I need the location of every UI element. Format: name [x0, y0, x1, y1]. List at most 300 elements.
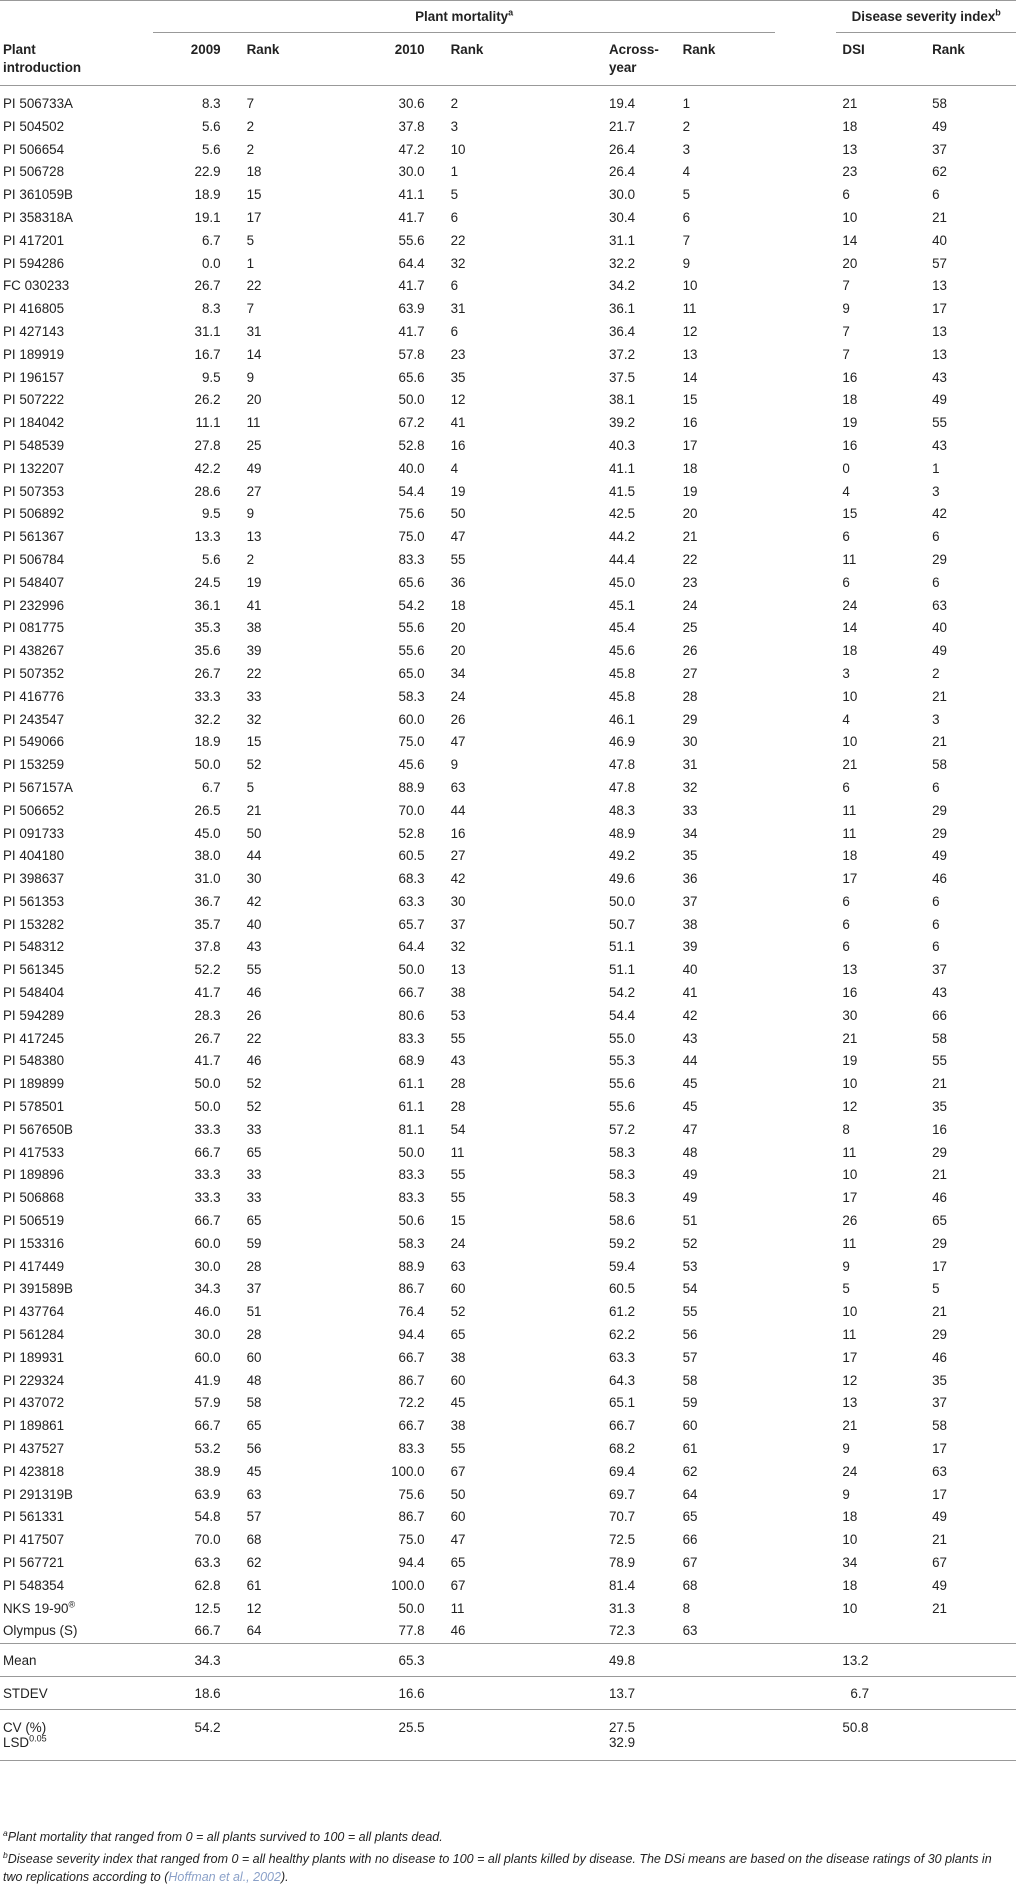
rank-2010-cell: 63	[450, 1258, 466, 1274]
mortality-2009-cell: 70.0	[194, 1532, 221, 1548]
col-header-across-year: Across- year	[561, 33, 643, 86]
across-year-cell: 55.3	[608, 1053, 636, 1069]
mortality-2010-cell: 63.9	[398, 301, 425, 317]
mortality-2010-cell: 50.0	[398, 962, 425, 978]
lsd-across: 32.9	[608, 1735, 636, 1751]
mortality-2010-cell: 70.0	[398, 802, 425, 818]
across-year-cell: 63.3	[608, 1349, 636, 1365]
mortality-2009-cell: 38.9	[194, 1463, 221, 1479]
rank-across-cell: 3	[682, 141, 691, 157]
dsi-cell: 18	[842, 643, 858, 659]
mortality-2009-cell: 33.3	[194, 688, 221, 704]
mortality-2009-cell: 33.3	[194, 1121, 221, 1137]
across-year-cell: 45.8	[608, 665, 636, 681]
mortality-2009-cell: 5.6	[201, 141, 221, 157]
plant-id-cell: PI 189861	[3, 1418, 65, 1434]
dsi-cell: 26	[842, 1213, 858, 1229]
plant-id-cell: PI 153259	[3, 757, 65, 773]
rank-across-cell: 53	[682, 1258, 698, 1274]
mortality-2009-cell: 8.3	[201, 301, 221, 317]
rank-2009-cell: 51	[246, 1304, 262, 1320]
rank-dsi-cell: 29	[932, 1144, 947, 1160]
rank-2010-cell: 35	[450, 369, 466, 385]
rank-across-cell: 43	[682, 1030, 698, 1046]
plant-id-cell: PI 189899	[3, 1076, 65, 1092]
table-row	[0, 1301, 1016, 1324]
rank-2009-cell: 28	[246, 1258, 262, 1274]
table-row	[0, 275, 1016, 298]
rank-dsi-cell: 43	[932, 437, 947, 453]
across-year-cell: 45.4	[608, 620, 636, 636]
rank-dsi-cell: 49	[932, 118, 947, 134]
plant-id-cell: PI 549066	[3, 734, 65, 750]
rank-2009-cell: 11	[246, 415, 261, 431]
cv-2009: 54.2	[153, 1710, 235, 1761]
mortality-2010-cell: 75.6	[398, 1486, 425, 1502]
across-year-cell: 31.3	[608, 1600, 636, 1616]
rank-2010-cell: 32	[450, 255, 466, 271]
rank-across-cell: 60	[682, 1418, 698, 1434]
mortality-2010-cell: 60.5	[398, 848, 425, 864]
mortality-2010-cell: 41.1	[398, 187, 425, 203]
plant-id-cell: FC 030233	[3, 278, 70, 294]
table-row	[0, 1256, 1016, 1279]
table-row	[0, 1164, 1016, 1187]
rank-across-cell: 38	[682, 916, 698, 932]
rank-across-cell: 14	[682, 369, 698, 385]
dsi-cell: 21	[842, 1418, 858, 1434]
col-header-2010: 2010	[357, 33, 439, 86]
rank-dsi-cell: 17	[932, 1441, 947, 1457]
plant-id-cell: PI 153282	[3, 916, 65, 932]
mortality-2009-cell: 12.5	[194, 1600, 221, 1616]
across-year-cell: 51.1	[608, 939, 636, 955]
rank-2009-cell: 52	[246, 1099, 262, 1115]
plant-id-cell: PI 189919	[3, 346, 65, 362]
rank-across-cell: 1	[682, 96, 691, 111]
cv-lsd-labels	[0, 1710, 153, 1761]
rank-across-cell: 57	[682, 1349, 698, 1365]
mortality-2010-cell: 52.8	[398, 437, 425, 453]
across-year-cell: 55.0	[608, 1030, 636, 1046]
dsi-cell: 19	[842, 1053, 858, 1069]
rank-across-cell: 45	[682, 1076, 698, 1092]
across-year-cell: 19.4	[608, 96, 636, 111]
rank-2010-cell: 38	[450, 1418, 466, 1434]
rank-2010-cell: 50	[450, 1486, 466, 1502]
plant-id-cell: PI 243547	[3, 711, 65, 727]
rank-dsi-cell: 6	[932, 529, 940, 545]
dsi-cell: 12	[842, 1372, 858, 1388]
rank-across-cell: 29	[682, 711, 698, 727]
rank-across-cell: 15	[682, 392, 698, 408]
rank-2010-cell: 4	[450, 460, 459, 476]
mortality-2009-cell: 33.3	[194, 1190, 221, 1206]
citation-link[interactable]: Hoffman et al., 2002	[168, 1870, 281, 1884]
mortality-2010-cell: 63.3	[398, 893, 425, 909]
mortality-2009-cell: 27.8	[194, 437, 221, 453]
across-year-cell: 78.9	[608, 1555, 636, 1570]
rank-2009-cell: 55	[246, 962, 262, 978]
rank-2010-cell: 67	[450, 1463, 466, 1479]
across-year-cell: 58.3	[608, 1190, 636, 1206]
dsi-cell: 16	[842, 437, 858, 453]
mortality-2010-cell: 81.1	[398, 1121, 425, 1137]
rank-2009-cell: 28	[246, 1327, 262, 1343]
table-row	[0, 1278, 1016, 1301]
rank-2009-cell: 37	[246, 1281, 262, 1297]
rank-2010-cell: 55	[450, 1167, 466, 1183]
rank-dsi-cell: 21	[932, 734, 947, 750]
dsi-cell: 10	[842, 209, 858, 225]
table-row	[0, 1005, 1016, 1028]
rank-2009-cell: 30	[246, 871, 262, 887]
rank-across-cell: 28	[682, 688, 698, 704]
rank-dsi-cell: 17	[932, 1486, 947, 1502]
rank-across-cell: 32	[682, 779, 698, 795]
across-year-cell: 48.3	[608, 802, 636, 818]
table-row	[0, 936, 1016, 959]
rank-2010-cell: 16	[450, 825, 466, 841]
across-year-cell: 39.2	[608, 415, 636, 431]
across-year-cell: 70.7	[608, 1509, 636, 1525]
mortality-2009-cell: 30.0	[194, 1258, 221, 1274]
mortality-2010-cell: 67.2	[398, 415, 425, 431]
rank-2010-cell: 63	[450, 779, 466, 795]
mortality-2009-cell: 32.2	[194, 711, 221, 727]
rank-2009-cell: 27	[246, 483, 262, 499]
table-row	[0, 161, 1016, 184]
rank-dsi-cell: 6	[932, 916, 940, 932]
plant-mortality-group-header: Plant mortality$^a$	[153, 1, 775, 33]
dsi-cell: 10	[842, 734, 858, 750]
rank-2009-cell: 65	[246, 1213, 262, 1229]
dsi-cell: 6	[842, 574, 850, 590]
rank-2009-cell: 62	[246, 1555, 262, 1570]
rank-2010-cell: 65	[450, 1327, 466, 1343]
mortality-2009-cell: 52.2	[194, 962, 221, 978]
across-year-cell: 44.2	[608, 529, 636, 545]
table-row	[0, 709, 1016, 732]
rank-2009-cell: 7	[246, 96, 255, 111]
mortality-2009-cell: 36.1	[194, 597, 221, 613]
rank-across-cell: 35	[682, 848, 698, 864]
mortality-2009-cell: 5.6	[201, 551, 221, 567]
mortality-2009-cell: 6.7	[201, 779, 221, 795]
across-year-cell: 50.7	[608, 916, 636, 932]
across-year-cell: 37.2	[608, 346, 636, 362]
rank-across-cell: 19	[682, 483, 698, 499]
plant-id-cell: PI 548380	[3, 1053, 65, 1069]
plant-id-cell: PI 438267	[3, 643, 65, 659]
across-year-cell: 42.5	[608, 506, 636, 522]
rank-across-cell: 63	[682, 1623, 698, 1639]
rank-across-cell: 48	[682, 1144, 698, 1160]
across-year-cell: 45.6	[608, 643, 636, 659]
stdev-row	[0, 1677, 1016, 1710]
plant-id-cell: PI 153316	[3, 1235, 65, 1251]
table-row	[0, 1187, 1016, 1210]
dsi-cell: 6	[842, 939, 850, 955]
mortality-2010-cell: 66.7	[398, 1418, 425, 1434]
rank-2009-cell: 33	[246, 1121, 262, 1137]
cv-dsi: 50.8	[836, 1710, 922, 1761]
rank-dsi-cell: 49	[932, 392, 947, 408]
rank-dsi-cell: 21	[932, 209, 947, 225]
rank-2010-cell: 41	[450, 415, 466, 431]
cv-2010: 25.5	[357, 1710, 439, 1761]
across-year-cell: 26.4	[608, 141, 636, 157]
across-year-cell: 62.2	[608, 1327, 636, 1343]
dsi-cell: 4	[842, 483, 850, 499]
rank-2009-cell: 52	[246, 757, 262, 773]
rank-2010-cell: 60	[450, 1372, 466, 1388]
rank-dsi-cell: 37	[932, 962, 947, 978]
rank-2009-cell: 2	[246, 118, 255, 134]
mortality-2009-cell: 18.9	[194, 734, 221, 750]
mortality-2010-cell: 58.3	[398, 688, 425, 704]
mortality-2009-cell: 26.7	[194, 665, 221, 681]
rank-2009-cell: 5	[246, 232, 255, 248]
mortality-2009-cell: 35.6	[194, 643, 221, 659]
plant-id-cell: PI 506784	[3, 551, 65, 567]
rank-2010-cell: 10	[450, 141, 466, 157]
mortality-2010-cell: 75.0	[398, 1532, 425, 1548]
table-row	[0, 868, 1016, 891]
plant-id-cell: PI 232996	[3, 597, 65, 613]
rank-2010-cell: 5	[450, 187, 459, 203]
rank-2009-cell: 21	[246, 802, 262, 818]
mortality-2010-cell: 86.7	[398, 1509, 425, 1525]
rank-2010-cell: 1	[450, 164, 459, 180]
rank-across-cell: 51	[682, 1213, 698, 1229]
mortality-2010-cell: 88.9	[398, 779, 425, 795]
rank-dsi-cell: 58	[932, 96, 947, 111]
rank-dsi-cell: 17	[932, 301, 947, 317]
rank-across-cell: 49	[682, 1190, 698, 1206]
rank-dsi-cell: 6	[932, 893, 940, 909]
plant-id-cell: PI 561284	[3, 1327, 65, 1343]
rank-2009-cell: 64	[246, 1623, 262, 1639]
table-row	[0, 777, 1016, 800]
mortality-2010-cell: 47.2	[398, 141, 425, 157]
table-row	[0, 116, 1016, 139]
mortality-2009-cell: 36.7	[194, 893, 221, 909]
rank-2010-cell: 15	[450, 1213, 466, 1229]
rank-dsi-cell: 29	[932, 1327, 947, 1343]
rank-dsi-cell	[922, 1620, 1016, 1643]
dsi-cell: 20	[842, 255, 858, 271]
dsi-group-header: Disease severity index$^b$	[836, 1, 1016, 33]
table-row	[0, 1119, 1016, 1142]
table-row	[0, 1438, 1016, 1461]
plant-id-cell: PI 081775	[3, 620, 65, 636]
rank-2010-cell: 60	[450, 1281, 466, 1297]
plant-id-cell: PI 132207	[3, 460, 65, 476]
table-row	[0, 663, 1016, 686]
mortality-2010-cell: 50.0	[398, 1144, 425, 1160]
rank-2009-cell: 25	[246, 437, 262, 453]
rank-2009-cell: 48	[246, 1372, 262, 1388]
across-year-cell: 49.6	[608, 871, 636, 887]
rank-2010-cell: 55	[450, 1030, 466, 1046]
rank-dsi-cell: 3	[932, 483, 940, 499]
col-header-2009: 2009	[153, 33, 235, 86]
rank-across-cell: 25	[682, 620, 698, 636]
mortality-2010-cell: 50.0	[398, 392, 425, 408]
mortality-2009-cell: 45.0	[194, 825, 221, 841]
mortality-2009-cell: 34.3	[194, 1281, 221, 1297]
rank-2010-cell: 43	[450, 1053, 466, 1069]
rank-dsi-cell: 17	[932, 1258, 947, 1274]
mortality-2010-cell: 55.6	[398, 620, 425, 636]
mortality-2010-cell: 66.7	[398, 1349, 425, 1365]
dsi-cell: 16	[842, 985, 858, 1001]
mortality-2009-cell: 35.7	[194, 916, 221, 932]
table-row	[0, 617, 1016, 640]
across-year-cell: 58.3	[608, 1167, 636, 1183]
across-year-cell: 68.2	[608, 1441, 636, 1457]
dsi-cell: 13	[842, 1395, 858, 1411]
plant-id-cell: PI 548354	[3, 1577, 65, 1593]
rank-2009-cell: 56	[246, 1441, 262, 1457]
rank-2010-cell: 28	[450, 1099, 466, 1115]
rank-dsi-cell: 46	[932, 871, 947, 887]
across-year-cell: 72.3	[608, 1623, 636, 1639]
plant-id-cell: PI 548404	[3, 985, 65, 1001]
mortality-2010-cell: 83.3	[398, 1190, 425, 1206]
table-row	[0, 86, 1016, 116]
plant-id-cell: PI 567157A	[3, 779, 73, 795]
across-year-cell: 30.0	[608, 187, 636, 203]
rank-dsi-cell: 29	[932, 551, 947, 567]
mortality-2009-cell: 42.2	[194, 460, 221, 476]
table-row	[0, 595, 1016, 618]
rank-across-cell: 49	[682, 1167, 698, 1183]
rank-2010-cell: 47	[450, 734, 466, 750]
rank-dsi-cell: 6	[932, 779, 940, 795]
rank-2009-cell: 46	[246, 1053, 262, 1069]
mortality-2009-cell: 57.9	[194, 1395, 221, 1411]
rank-across-cell: 26	[682, 643, 698, 659]
across-year-cell: 40.3	[608, 437, 636, 453]
plant-id-cell: PI 437072	[3, 1395, 65, 1411]
mortality-2009-cell: 6.7	[201, 232, 221, 248]
mortality-2010-cell: 94.4	[398, 1555, 425, 1570]
across-year-cell: 21.7	[608, 118, 636, 134]
plant-id-cell: PI 189931	[3, 1349, 65, 1365]
mortality-2009-cell: 37.8	[194, 939, 221, 955]
rank-dsi-cell: 55	[932, 1053, 947, 1069]
table-row	[0, 572, 1016, 595]
rank-across-cell: 11	[682, 301, 697, 317]
mortality-2009-cell: 50.0	[194, 1099, 221, 1115]
plant-id-cell: PI 548539	[3, 437, 65, 453]
rank-2010-cell: 60	[450, 1509, 466, 1525]
mortality-2010-cell: 41.7	[398, 209, 425, 225]
rank-dsi-cell: 46	[932, 1190, 947, 1206]
col-header-plant: Plant introduction	[0, 33, 153, 86]
table-row	[0, 1073, 1016, 1096]
rank-2009-cell: 15	[246, 187, 262, 203]
mortality-2010-cell: 54.2	[398, 597, 425, 613]
mortality-2009-cell: 0.0	[201, 255, 221, 271]
plant-id-cell: PI 189896	[3, 1167, 65, 1183]
table-row	[0, 1324, 1016, 1347]
mortality-2009-cell: 13.3	[194, 529, 221, 545]
across-year-cell: 37.5	[608, 369, 636, 385]
cv-lsd-across	[561, 1710, 643, 1761]
dsi-cell: 17	[842, 1190, 858, 1206]
table-row	[0, 1028, 1016, 1051]
plant-id-cell: PI 561331	[3, 1509, 65, 1525]
rank-dsi-cell: 49	[932, 643, 947, 659]
rank-2009-cell: 9	[246, 369, 255, 385]
rank-2010-cell: 53	[450, 1007, 466, 1023]
rank-across-cell: 33	[682, 802, 698, 818]
mortality-2010-cell: 65.6	[398, 574, 425, 590]
rank-2009-cell: 13	[246, 529, 262, 545]
dsi-cell: 34	[842, 1555, 858, 1570]
dsi-cell: 11	[842, 825, 857, 841]
dsi-cell: 15	[842, 506, 858, 522]
table-row	[0, 503, 1016, 526]
mortality-2010-cell: 83.3	[398, 551, 425, 567]
rank-dsi-cell: 29	[932, 825, 947, 841]
dsi-cell: 4	[842, 711, 850, 727]
plant-id-cell: PI 417245	[3, 1030, 65, 1046]
across-year-cell: 46.1	[608, 711, 636, 727]
table-row	[0, 1050, 1016, 1073]
rank-2010-cell: 2	[450, 96, 459, 111]
plant-id-cell: PI 561345	[3, 962, 65, 978]
dsi-cell: 6	[842, 779, 850, 795]
across-year-cell: 45.0	[608, 574, 636, 590]
mortality-2009-cell: 28.6	[194, 483, 221, 499]
plant-id-cell: PI 506728	[3, 164, 65, 180]
across-year-cell: 26.4	[608, 164, 636, 180]
mortality-2009-cell: 54.8	[194, 1509, 221, 1525]
dsi-cell: 6	[842, 187, 850, 203]
across-year-cell: 41.5	[608, 483, 636, 499]
rank-2010-cell: 31	[450, 301, 466, 317]
dsi-cell: 23	[842, 164, 858, 180]
table-row	[0, 1347, 1016, 1370]
rank-dsi-cell: 35	[932, 1099, 947, 1115]
rank-across-cell: 34	[682, 825, 698, 841]
mortality-2009-cell: 60.0	[194, 1349, 221, 1365]
across-year-cell: 69.7	[608, 1486, 636, 1502]
rank-dsi-cell: 65	[932, 1213, 947, 1229]
dsi-cell: 8	[842, 1121, 850, 1137]
stdev-2009: 18.6	[153, 1677, 235, 1710]
rank-2010-cell: 37	[450, 916, 466, 932]
rank-2010-cell: 36	[450, 574, 466, 590]
mortality-2009-cell: 60.0	[194, 1235, 221, 1251]
table-row	[0, 1210, 1016, 1233]
table-row	[0, 959, 1016, 982]
table-body	[0, 86, 1016, 1644]
plant-id-cell: PI 561353	[3, 893, 65, 909]
dsi-cell: 7	[842, 323, 850, 339]
across-year-cell: 46.9	[608, 734, 636, 750]
across-year-cell: 32.2	[608, 255, 636, 271]
plant-id-cell: PI 507222	[3, 392, 65, 408]
rank-across-cell: 27	[682, 665, 698, 681]
table-row	[0, 1506, 1016, 1529]
dsi-cell: 16	[842, 369, 858, 385]
across-year-cell: 47.8	[608, 779, 636, 795]
